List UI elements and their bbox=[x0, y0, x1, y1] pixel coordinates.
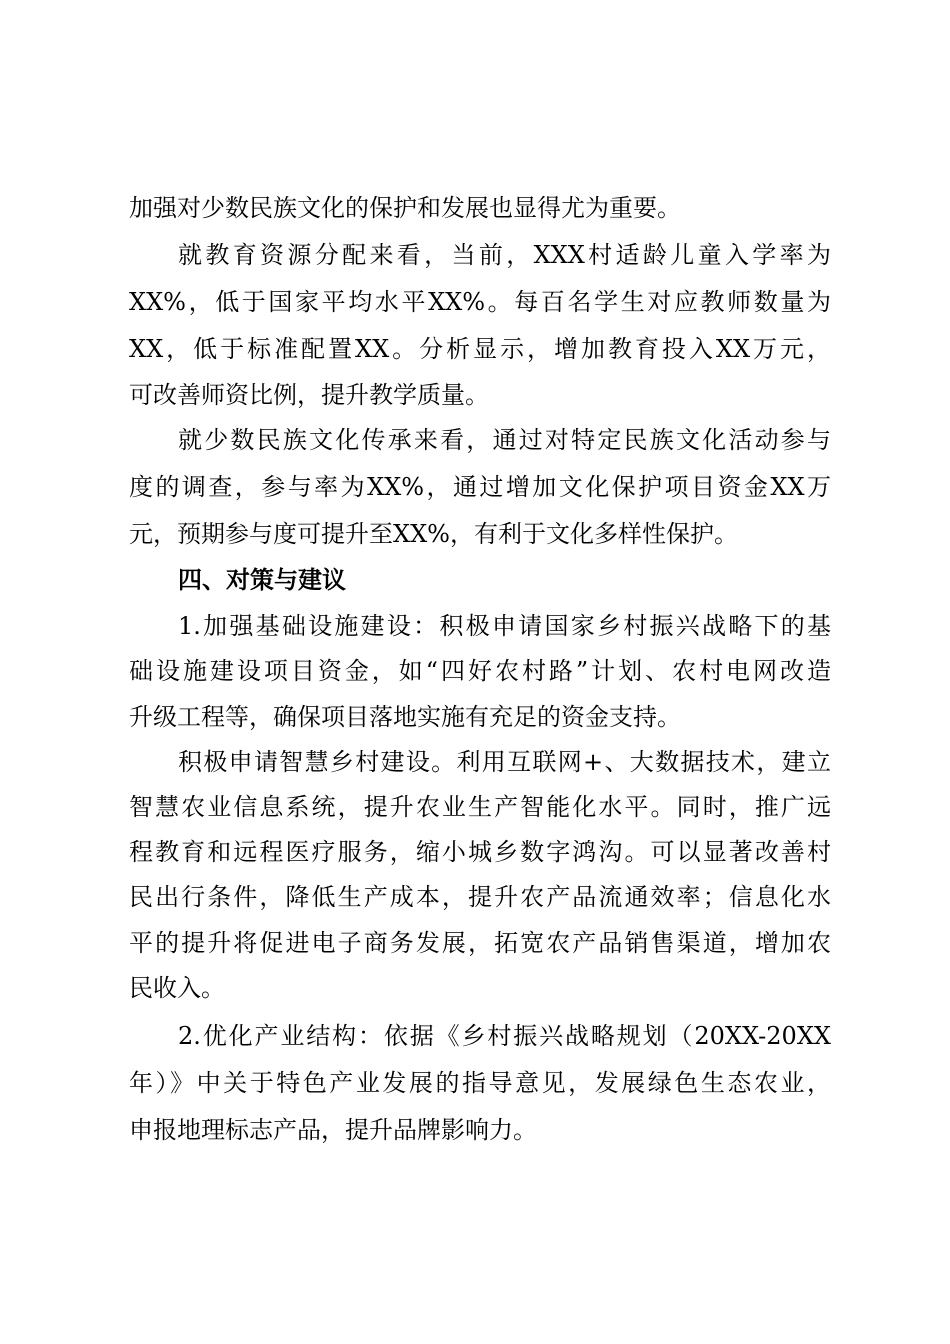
text-line: XX，低于标准配置XX。分析显示，增加教育投入XX万元， bbox=[129, 335, 831, 363]
text-line: 积极申请智慧乡村建设。利用互联网+、大数据技术，建立 bbox=[178, 748, 831, 776]
paragraph-line bbox=[0, 697, 950, 737]
text-line: 2.优化产业结构：依据《乡村振兴战略规划（20XX-20XX bbox=[178, 1022, 831, 1050]
paragraph-line bbox=[0, 742, 950, 782]
text-line: 申报地理标志产品，提升品牌影响力。 bbox=[129, 1116, 537, 1144]
text-line: XX%，低于国家平均水平XX%。每百名学生对应教师数量为 bbox=[129, 288, 831, 316]
text-line: 可改善师资比例，提升教学质量。 bbox=[129, 381, 489, 409]
text-line: 升级工程等，确保项目落地实施有充足的资金支持。 bbox=[129, 703, 681, 731]
paragraph-line bbox=[0, 968, 950, 1008]
paragraph-line bbox=[0, 651, 950, 691]
text-line: 年）》中关于特色产业发展的指导意见，发展绿色生态农业， bbox=[129, 1069, 831, 1097]
text-line: 度的调查，参与率为XX%，通过增加文化保护项目资金XX万 bbox=[129, 473, 831, 501]
text-line: 就少数民族文化传承来看，通过对特定民族文化活动参与 bbox=[178, 426, 831, 454]
paragraph-line bbox=[0, 1016, 950, 1056]
paragraph-line bbox=[0, 467, 950, 507]
paragraph-line bbox=[0, 235, 950, 275]
section-heading bbox=[0, 560, 950, 600]
paragraph-line bbox=[0, 329, 950, 369]
paragraph-line bbox=[0, 420, 950, 460]
paragraph-line bbox=[0, 1110, 950, 1150]
text-line: 智慧农业信息系统，提升农业生产智能化水平。同时，推广远 bbox=[129, 793, 831, 821]
text-line: 平的提升将促进电子商务发展，拓宽农产品销售渠道，增加农 bbox=[129, 929, 831, 957]
text-line: 程教育和远程医疗服务，缩小城乡数字鸿沟。可以显著改善村 bbox=[129, 838, 831, 866]
text-line: 加强对少数民族文化的保护和发展也显得尤为重要。 bbox=[129, 194, 681, 222]
paragraph-line bbox=[0, 606, 950, 646]
text-line: 民出行条件，降低生产成本，提升农产品流通效率；信息化水 bbox=[129, 883, 831, 911]
paragraph-line bbox=[0, 282, 950, 322]
paragraph-line bbox=[0, 375, 950, 415]
text-line: 就教育资源分配来看，当前，XXX村适龄儿童入学率为 bbox=[178, 241, 831, 269]
text-line: 元，预期参与度可提升至XX%，有利于文化多样性保护。 bbox=[129, 520, 738, 548]
text-line: 民收入。 bbox=[129, 974, 225, 1002]
paragraph-line bbox=[0, 832, 950, 872]
paragraph-line bbox=[0, 1063, 950, 1103]
text-line: 1.加强基础设施建设：积极申请国家乡村振兴战略下的基 bbox=[178, 612, 831, 640]
paragraph-line bbox=[0, 188, 950, 228]
paragraph-line bbox=[0, 923, 950, 963]
paragraph-line bbox=[0, 877, 950, 917]
paragraph-line bbox=[0, 514, 950, 554]
paragraph-line bbox=[0, 787, 950, 827]
text-line: 础设施建设项目资金，如“四好农村路”计划、农村电网改造 bbox=[129, 657, 831, 685]
heading-text: 四、对策与建议 bbox=[178, 565, 346, 594]
